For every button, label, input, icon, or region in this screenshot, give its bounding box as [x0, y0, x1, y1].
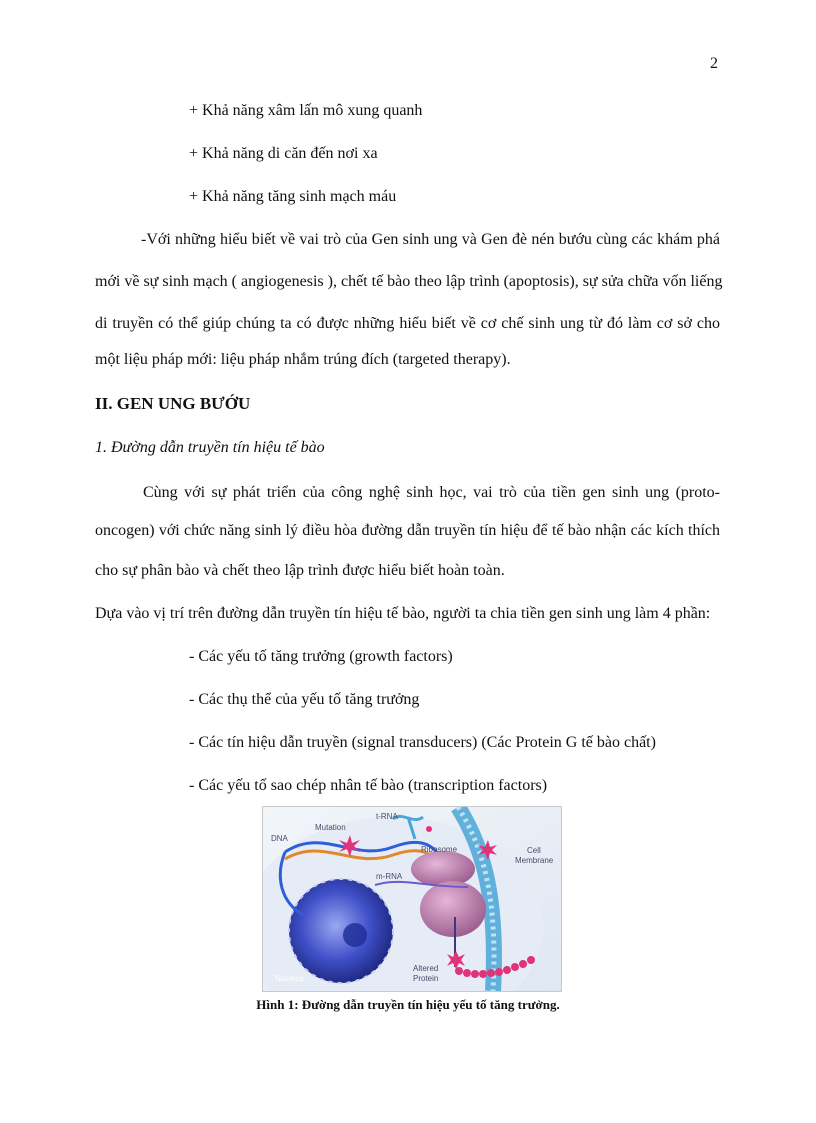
label-dna: DNA: [271, 834, 288, 843]
page-number: 2: [710, 55, 718, 72]
label-membrane: Membrane: [515, 856, 554, 865]
label-cell: Cell: [527, 846, 541, 855]
figure-illustration: [263, 807, 561, 991]
para3: Dựa vào vị trí trên đường dẫn truyền tín hiệu tế bào, người ta chia tiền gen sinh ung làm 4 phần:: [95, 605, 711, 622]
bullet-invasion: + Khả năng xâm lấn mô xung quanh: [189, 102, 423, 119]
para1-line3: di truyền có thể giúp chúng ta có được những hiểu biết về cơ chế sinh ung từ đó làm cơ sở cho: [95, 315, 720, 332]
label-nucleus: Nucleus: [275, 974, 304, 983]
para1-line4: một liệu pháp mới: liệu pháp nhắm trúng đích (targeted therapy).: [95, 351, 511, 368]
list-item-transcription-factors: - Các yếu tố sao chép nhân tế bào (transcription factors): [189, 777, 548, 794]
subsection-heading: 1. Đường dẫn truyền tín hiệu tế bào: [95, 439, 325, 456]
para2-line3: cho sự phân bào và chết theo lập trình được hiểu biết hoàn toàn.: [95, 562, 505, 579]
label-mutation: Mutation: [315, 823, 346, 832]
section-heading: II. GEN UNG BƯỚU: [95, 394, 251, 413]
bullet-metastasis: + Khả năng di căn đến nơi xa: [189, 145, 378, 162]
para2-line1: Cùng với sự phát triển của công nghệ sinh học, vai trò của tiền gen sinh ung (proto-: [143, 484, 720, 501]
label-mrna: m-RNA: [376, 872, 403, 881]
figure-caption: Hình 1: Đường dẫn truyền tín hiệu yếu tố tăng trưởng.: [256, 997, 560, 1012]
label-ribosome: Ribosome: [421, 845, 458, 854]
para1-line2: mới về sự sinh mạch ( angiogenesis ), chết tế bào theo lập trình (apoptosis), sự sửa chữa vốn liếng: [95, 273, 723, 290]
nucleus-shape: [289, 879, 393, 983]
label-protein: Protein: [413, 974, 439, 983]
para1-line1: -Với những hiểu biết về vai trò của Gen sinh ung và Gen đè nén bướu cùng các khám phá: [141, 231, 720, 248]
list-item-signal-transducers: - Các tín hiệu dẫn truyền (signal transducers) (Các Protein G tế bào chất): [189, 734, 656, 751]
figure-signal-pathway: [262, 806, 562, 992]
label-altered: Altered: [413, 964, 439, 973]
label-trna: t-RNA: [376, 812, 398, 821]
para2-line2: oncogen) với chức năng sinh lý điều hòa đường dẫn truyền tín hiệu để tế bào nhận các kích thích: [95, 522, 720, 539]
list-item-receptors: - Các thụ thể của yếu tố tăng trưởng: [189, 691, 420, 708]
list-item-growth-factors: - Các yếu tố tăng trưởng (growth factors): [189, 648, 453, 665]
bullet-angiogenesis: + Khả năng tăng sinh mạch máu: [189, 188, 397, 205]
ribosome-large: [420, 881, 486, 937]
ribosome-small: [411, 851, 475, 887]
